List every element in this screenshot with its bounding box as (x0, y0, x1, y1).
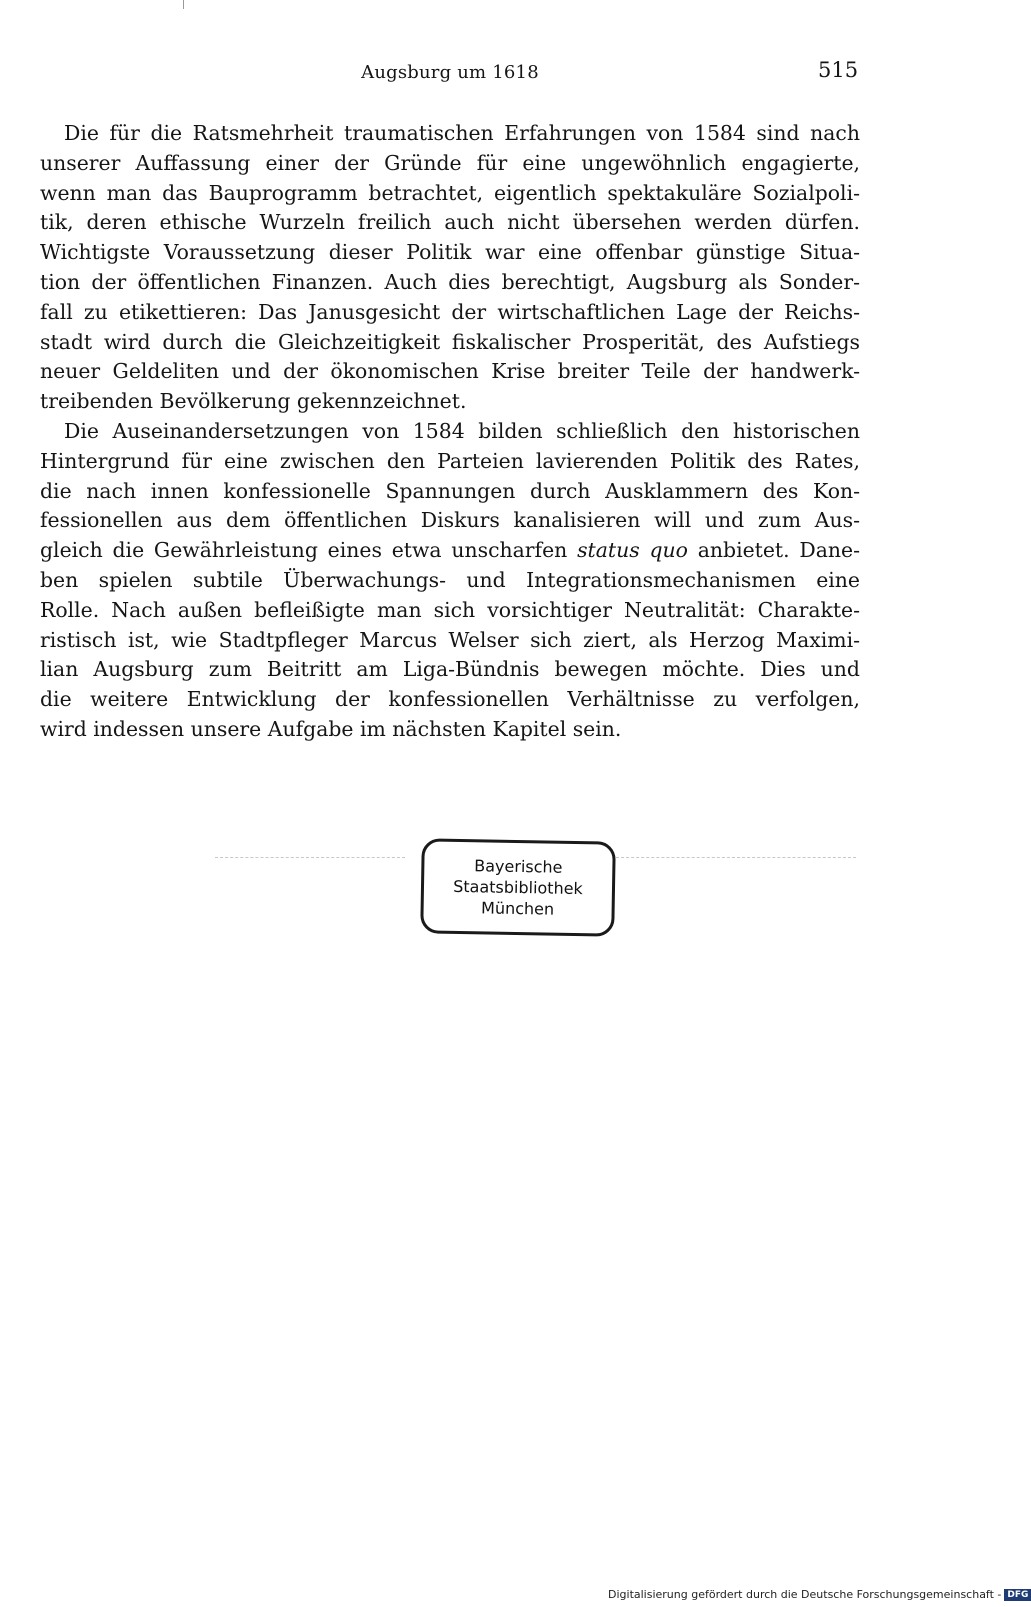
stamp-line: München (480, 898, 555, 919)
text-line: Die Auseinandersetzungen von 1584 bilden schließlich den historischen (64, 418, 860, 443)
text-line: wenn man das Bauprogramm betrachtet, eigentlich spektakuläre Sozialpoli- (40, 180, 860, 205)
text-line: unserer Auffassung einer der Gründe für eine ungewöhnlich engagierte, (40, 150, 860, 175)
paragraph-2 (40, 417, 860, 745)
library-stamp (420, 838, 616, 936)
text-line: Wichtigste Voraussetzung dieser Politik war eine offenbar günstige Situa- (40, 240, 860, 265)
text-line: Hintergrund für eine zwischen den Parteien lavierenden Politik des Rates, (40, 448, 860, 473)
body-text (40, 119, 860, 745)
text-line: fall zu etikettieren: Das Janusgesicht der wirtschaftlichen Lage der Reichs- (40, 299, 860, 324)
digitization-footer (608, 1588, 1031, 1601)
bleed-through-line (215, 857, 405, 858)
text-line: stadt wird durch die Gleichzeitigkeit fiskalischer Prosperität, des Aufstiegs (40, 329, 860, 354)
footer-text: Digitalisierung gefördert durch die Deutsche Forschungsgemeinschaft - (608, 1588, 1002, 1601)
italic-phrase: status quo (577, 538, 688, 563)
text-line: lian Augsburg zum Beitritt am Liga-Bündnis bewegen möchte. Dies und (40, 657, 860, 682)
text-line: die nach innen konfessionelle Spannungen durch Ausklammern des Kon- (40, 478, 860, 503)
text-line: ristisch ist, wie Stadtpfleger Marcus Welser sich ziert, als Herzog Maximi- (40, 627, 860, 652)
text-line: Rolle. Nach außen befleißigte man sich vorsichtiger Neutralität: Charakte- (40, 597, 860, 622)
text-line: treibenden Bevölkerung gekennzeichnet. (40, 389, 467, 414)
stamp-line: Staatsbibliothek (453, 876, 583, 899)
text-line: gleich die Gewährleistung eines etwa unscharfen status quo anbietet. Dane- (40, 538, 860, 563)
text-line: neuer Geldeliten und der ökonomischen Krise breiter Teile der handwerk- (40, 359, 860, 384)
dfg-logo-icon[interactable]: DFG (1004, 1589, 1031, 1601)
text-line: tik, deren ethische Wurzeln freilich auch nicht übersehen werden dürfen. (40, 210, 860, 235)
bleed-through-line (616, 857, 856, 858)
text-line: tion der öffentlichen Finanzen. Auch dies berechtigt, Augsburg als Sonder- (40, 269, 860, 294)
page-number: 515 (818, 58, 859, 82)
text-line: ben spielen subtile Überwachungs- und Integrationsmechanismen eine (40, 567, 860, 592)
running-header: Augsburg um 1618 (361, 62, 539, 83)
text-line: die weitere Entwicklung der konfessionellen Verhältnisse zu verfolgen, (40, 687, 860, 712)
paragraph-1 (40, 119, 860, 417)
text-line: fessionellen aus dem öffentlichen Diskurs kanalisieren will und zum Aus- (40, 508, 860, 533)
text-line: wird indessen unsere Aufgabe im nächsten Kapitel sein. (40, 716, 622, 741)
stamp-line: Bayerische (474, 856, 563, 877)
scan-speck (183, 0, 184, 9)
text-line: Die für die Ratsmehrheit traumatischen Erfahrungen von 1584 sind nach (64, 121, 860, 145)
